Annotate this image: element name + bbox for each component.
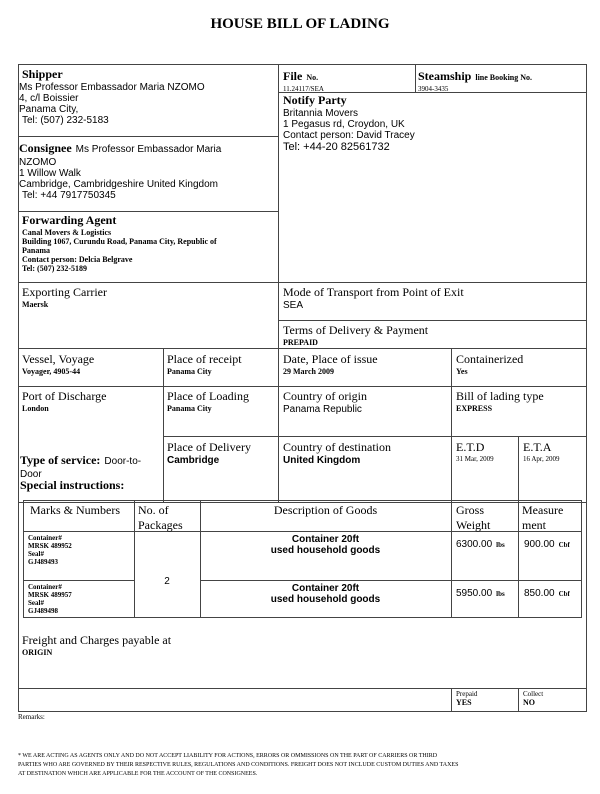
shipper-address-1: 4, c/l Boissier <box>19 93 79 104</box>
notify-tel: Tel: +44-20 82561732 <box>283 141 390 153</box>
table-row: Container# MRSK 489952 Seal# GJ489493 <box>28 534 72 566</box>
bill-of-lading-type <box>456 389 544 413</box>
footer-disclaimer: * WE ARE ACTING AS AGENTS ONLY AND DO NOT ACCEPT LIABILITY FOR ACTIONS, ERRORS OR OMMISSIONS ON THE PART OF CARRIERS OR THIRD PARTIES WHO ARE GOVERNED BY THEIR RESPECTIVE RULES, REGULATIONS AND CONDITIONS. FREIGHT DOES NOT INCLUDE CUSTOM DUTIES AND TAXES AT DESTINATION WHICH ARE APPLICABLE FOR THE ACCOUNT OF THE CONSIGNEES. <box>18 753 459 777</box>
exporting-carrier-label: Exporting Carrier <box>22 285 107 299</box>
country-of-destination-label: Country of destination <box>283 440 391 454</box>
packages-count: 2 <box>164 576 170 587</box>
port-of-discharge <box>22 389 106 413</box>
port-of-discharge-label: Port of Discharge <box>22 389 107 403</box>
shipper-address-2: Panama City, <box>19 104 79 115</box>
shipper-name: Ms Professor Embassador Maria NZOMO <box>19 82 205 93</box>
eta-value: 16 Apr, 2009 <box>523 455 560 463</box>
consignee-tel: Tel: +44 7917750345 <box>22 190 116 201</box>
etd <box>456 440 494 463</box>
place-of-receipt-value: Panama City <box>167 367 212 376</box>
eta-label: E.T.A <box>523 440 552 454</box>
forwarding-block <box>22 213 217 273</box>
place-of-delivery <box>167 440 251 466</box>
terms-of-delivery <box>283 323 428 347</box>
steamship-block <box>418 67 532 93</box>
country-of-destination <box>283 440 391 466</box>
consignee-address-2: Cambridge, Cambridgeshire United Kingdom <box>19 179 218 190</box>
collect-block <box>523 690 543 707</box>
shipper-tel: Tel: (507) 232-5183 <box>22 115 109 126</box>
consignee-label: Consignee <box>19 141 72 155</box>
mode-of-transport-value: SEA <box>283 300 304 311</box>
date-of-issue-value: 29 March 2009 <box>283 367 334 376</box>
containerized-label: Containerized <box>456 352 524 366</box>
shipper-block <box>19 67 205 126</box>
row2-weight: 5950.00 lbs <box>456 588 505 599</box>
country-of-origin-label: Country of origin <box>283 389 367 403</box>
exporting-carrier <box>22 285 107 309</box>
vessel-value: Voyager, 4905-44 <box>22 367 81 376</box>
row1-weight: 6300.00 lbs <box>456 539 505 550</box>
notify-name: Britannia Movers <box>283 108 359 119</box>
service-value-2: Door <box>20 469 42 480</box>
prepaid-label: Prepaid <box>456 690 478 698</box>
place-of-loading-label: Place of Loading <box>167 389 249 403</box>
place-of-receipt <box>167 352 242 376</box>
date-of-issue-label: Date, Place of issue <box>283 352 378 366</box>
notify-block <box>283 93 415 153</box>
consignee-block <box>19 139 221 201</box>
consignee-name-1: Ms Professor Embassador Maria <box>75 144 222 155</box>
terms-label: Terms of Delivery & Payment <box>283 323 429 337</box>
file-number: 11.24117/SEA <box>283 85 324 93</box>
measurement-header: Measure ment <box>522 503 564 532</box>
gross-weight-header: Gross Weight <box>456 503 491 532</box>
bl-type-label: Bill of lading type <box>456 389 544 403</box>
prepaid-value: YES <box>456 698 472 707</box>
notify-contact: Contact person: David Tracey <box>283 130 415 141</box>
type-of-service <box>20 451 141 480</box>
freight-value: ORIGIN <box>22 648 53 657</box>
marks-header: Marks & Numbers <box>30 503 120 517</box>
consignee-name-2: NZOMO <box>19 157 57 168</box>
row2-description: Container 20ft used household goods <box>270 583 381 605</box>
row1-description: Container 20ft used household goods <box>270 534 381 556</box>
collect-label: Collect <box>523 690 544 698</box>
port-of-discharge-value: London <box>22 404 49 413</box>
file-label: File <box>283 69 303 83</box>
etd-label: E.T.D <box>456 440 485 454</box>
notify-label: Notify Party <box>283 93 347 107</box>
place-of-loading <box>167 389 249 413</box>
file-block <box>283 67 324 93</box>
service-value-1: Door-to- <box>104 456 142 467</box>
vessel-voyage <box>22 352 94 376</box>
forwarding-address-2: Panama <box>22 246 50 255</box>
row1-measure: 900.00 Cbf <box>524 539 570 550</box>
table-row: Container# MRSK 489957 Seal# GJ489498 <box>28 583 72 615</box>
collect-value: NO <box>523 698 535 707</box>
forwarding-tel: Tel: (507) 232-5189 <box>22 264 88 273</box>
description-header: Description of Goods <box>273 503 378 517</box>
shipper-label: Shipper <box>22 67 63 81</box>
country-of-origin <box>283 389 367 415</box>
place-of-delivery-label: Place of Delivery <box>167 440 251 454</box>
etd-value: 31 Mar, 2009 <box>456 455 494 463</box>
containerized <box>456 352 523 376</box>
vessel-label: Vessel, Voyage <box>22 352 95 366</box>
file-suffix: No. <box>306 73 319 82</box>
document-title: HOUSE BILL OF LADING <box>210 16 390 32</box>
country-of-origin-value: Panama Republic <box>283 404 362 415</box>
forwarding-label: Forwarding Agent <box>22 213 117 227</box>
exporting-carrier-value: Maersk <box>22 300 49 309</box>
freight-label: Freight and Charges payable at <box>22 633 172 647</box>
steamship-suffix: line Booking No. <box>475 73 533 82</box>
remarks-label: Remarks: <box>18 713 45 721</box>
mode-of-transport-label: Mode of Transport from Point of Exit <box>283 285 464 299</box>
bl-type-value: EXPRESS <box>456 404 493 413</box>
booking-number: 3904-3435 <box>418 85 449 93</box>
terms-value: PREPAID <box>283 338 318 347</box>
freight-block <box>22 633 171 657</box>
special-instructions-label: Special instructions: <box>20 478 125 492</box>
date-of-issue <box>283 352 378 376</box>
place-of-receipt-label: Place of receipt <box>167 352 242 366</box>
forwarding-address-1: Building 1067, Curundu Road, Panama City, Republic of <box>22 237 217 246</box>
service-label: Type of service: <box>20 453 101 467</box>
packages-header: No. of Packages <box>138 503 183 532</box>
containerized-value: Yes <box>456 367 468 376</box>
row2-measure: 850.00 Cbf <box>524 588 570 599</box>
mode-of-transport <box>283 285 464 311</box>
forwarding-name: Canal Movers & Logistics <box>22 228 112 237</box>
place-of-loading-value: Panama City <box>167 404 212 413</box>
prepaid-block <box>456 690 477 707</box>
country-of-destination-value: United Kingdom <box>283 455 361 466</box>
forwarding-contact: Contact person: Delcia Belgrave <box>22 255 133 264</box>
consignee-address-1: 1 Willow Walk <box>19 168 81 179</box>
steamship-label: Steamship <box>418 69 472 83</box>
eta <box>523 440 559 463</box>
place-of-delivery-value: Cambridge <box>167 455 220 466</box>
notify-address: 1 Pegasus rd, Croydon, UK <box>283 119 405 130</box>
